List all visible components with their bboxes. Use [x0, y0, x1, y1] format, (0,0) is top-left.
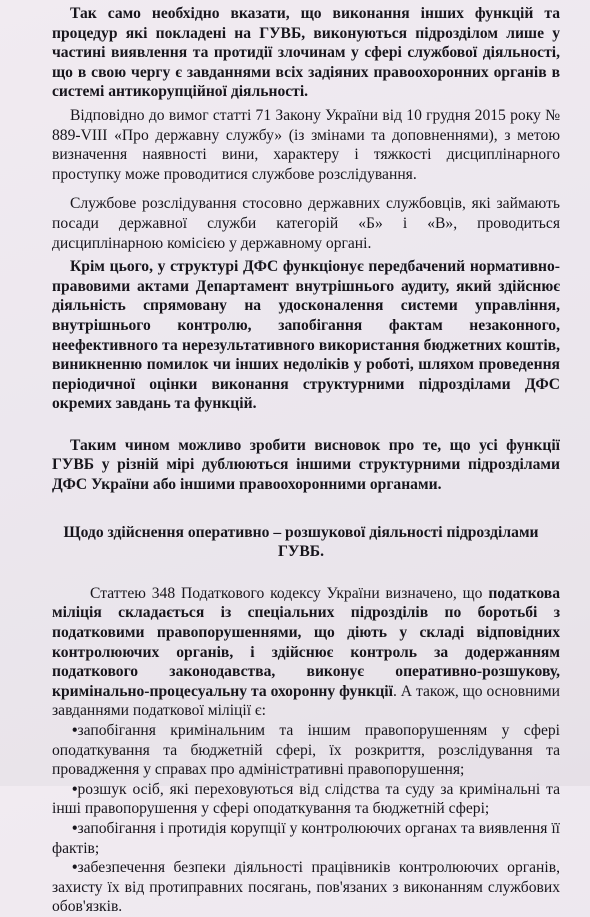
bullet-icon: •	[72, 859, 78, 877]
paragraph-service-investigation-law: Відповідно до вимог статті 71 Закону України від 10 грудня 2015 року № 889-VIII «Про державну службу» (із змінами та доповненнями), з метою визначення наявності вини, характеру і тяжкості дисциплінарного проступку може проводитися службове розслідування.	[52, 106, 560, 183]
paragraph-disciplinary-commission: Службове розслідування стосовно державних службовців, які займають посади державної служби категорій «Б» і «В», проводиться дисциплінарною комісією у державному органі.	[52, 195, 560, 252]
list-item	[52, 858, 560, 917]
bullet-icon: •	[72, 819, 78, 837]
bullet-icon: •	[72, 722, 78, 739]
list-item	[52, 721, 560, 780]
bullet-icon: •	[72, 780, 78, 798]
paragraph-tax-code-article-348	[52, 584, 560, 721]
list-item-text: забезпечення безпеки діяльності працівників контролюючих органів, захисту їх від протиправних посягань, пов'язаних з виконанням службових обов'язків.	[52, 859, 560, 916]
tax-police-tasks-intro-text: . А також, що основними завданнями податкової міліції є:	[52, 682, 560, 720]
paragraph-internal-audit: Крім цього, у структурі ДФС функціонує передбачений нормативно-правовими актами Департамент внутрішнього аудиту, який здійснює діяльність спрямовану на удосконалення системи управління, внутрішнього контролю, запобігання фактам незаконного, неефективного та нерезультативного використання бюджетних коштів, виникненню помилок чи інших недоліків у роботі, шляхом проведення періодичної оцінки виконання структурними підрозділами ДФС окремих завдань та функцій.	[52, 258, 560, 413]
paragraph-other-functions: Так само необхідно вказати, що виконання інших функцій та процедур які покладені на ГУВБ, виконуються підрозділом лише у частині виявлення та протидії злочинам у сфері службової діяльності, що в свою чергу є завданнями всіх задіяних правоохоронних органів в системі антикорупційної діяльності.	[52, 5, 560, 101]
list-item-text: запобігання і протидія корупції у контролюючих органах та виявлення її фактів;	[52, 819, 560, 857]
list-item-text: розшук осіб, які переховуються від слідства та суду за кримінальні та інші правопорушення у сфері оподаткування та бюджетній сфері;	[52, 780, 560, 818]
section-heading: Щодо здійснення оперативно – розшукової діяльності підрозділами ГУВБ.	[63, 523, 539, 561]
list-item	[52, 819, 560, 858]
list-item-text: запобігання кримінальним та іншим правопорушенням у сфері оподаткування та бюджетній сфері, їх розкриття, розслідування та провадження у справах про адміністративні правопорушення;	[52, 722, 560, 779]
paragraph-conclusion: Таким чином можливо зробити висновок про те, що усі функції ГУВБ у різній мірі дублюються іншими структурними підрозділами ДФС України або іншими правоохоронними органами.	[52, 436, 560, 494]
tax-police-definition-text: податкова міліція складається із спеціальних підрозділів по боротьбі з податковими правопорушеннями, що діють у складі відповідних контролюючих органів, і здійснює контроль за додержанням податкового законодавства, виконує оперативно-розшукову, кримінально-процесуальну та охоронну функції	[52, 584, 560, 700]
tax-code-intro-text: Статтею 348 Податкового кодексу України визначено, що	[90, 584, 489, 602]
